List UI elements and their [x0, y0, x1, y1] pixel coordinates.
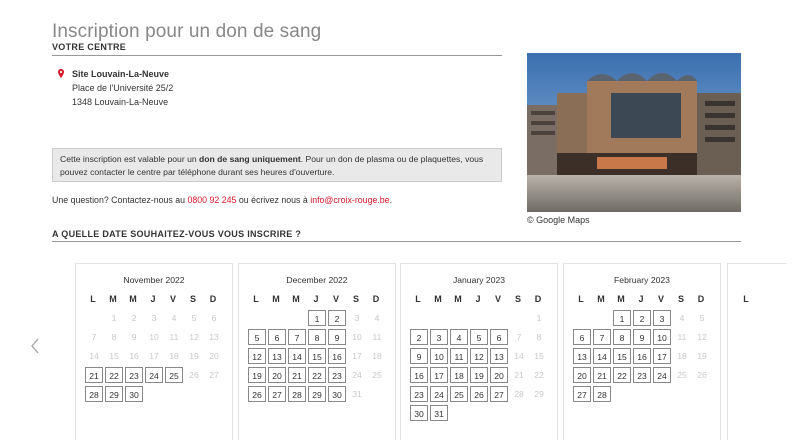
page-title: Inscription pour un don de sang [52, 20, 322, 42]
question-suffix: . [389, 195, 393, 205]
calendar-day-unavailable: 10 [149, 332, 159, 342]
calendar-month [238, 263, 396, 440]
calendar-day-unavailable: 17 [149, 351, 159, 361]
calendar-day-available[interactable]: 29 [105, 386, 123, 402]
notice-text-2: . Pour un don de plasma ou de plaquettes, vous pouvez contacter le centre par téléphone durant ses heures d'ouverture. [60, 154, 484, 177]
calendar-day-available[interactable]: 1 [613, 310, 631, 326]
building-photo [527, 53, 741, 212]
weekday-label: M [617, 294, 625, 304]
weekday-header [572, 294, 712, 306]
weekday-label: S [677, 294, 684, 304]
centre-heading: VOTRE CENTRE [52, 42, 127, 52]
calendar-day-unavailable: 4 [679, 313, 685, 323]
calendar-day-unavailable: 26 [697, 370, 707, 380]
calendar-day-available[interactable]: 16 [633, 348, 651, 364]
calendar-day-unavailable: 13 [209, 332, 219, 342]
calendar-day-available[interactable]: 10 [430, 348, 448, 364]
calendar-day-available[interactable]: 16 [328, 348, 346, 364]
calendar-day-unavailable: 11 [372, 332, 382, 342]
calendar-day-available[interactable]: 23 [328, 367, 346, 383]
calendar-day-unavailable: 25 [677, 370, 687, 380]
date-divider [52, 241, 741, 242]
calendar-day-unavailable: 19 [189, 351, 199, 361]
calendar-month [75, 263, 233, 440]
calendar-month [400, 263, 558, 440]
calendar-day-unavailable: 7 [91, 332, 97, 342]
calendar-day-available[interactable]: 24 [653, 367, 671, 383]
weekday-label: L [253, 294, 259, 304]
calendar-day-available[interactable]: 9 [633, 329, 651, 345]
calendar-day-unavailable: 10 [352, 332, 362, 342]
notice-text-1: Cette inscription est valable pour un [60, 154, 200, 164]
calendar-day-unavailable: 3 [151, 313, 157, 323]
calendar-day-unavailable: 27 [209, 370, 219, 380]
weekday-label: L [415, 294, 421, 304]
calendar-day-unavailable: 26 [189, 370, 199, 380]
weekday-label: M [434, 294, 442, 304]
calendar-day-unavailable: 31 [352, 389, 362, 399]
calendar-day-available[interactable]: 8 [613, 329, 631, 345]
calendar-day-available[interactable]: 6 [490, 329, 508, 345]
calendar-day-available[interactable]: 4 [450, 329, 468, 345]
calendar-day-available[interactable]: 2 [633, 310, 651, 326]
calendar-day-unavailable: 5 [191, 313, 197, 323]
weekday-label: J [313, 294, 319, 304]
calendar-day-available[interactable]: 9 [410, 348, 428, 364]
calendar-month [563, 263, 721, 440]
calendar-day-unavailable: 18 [169, 351, 179, 361]
weekday-label: V [332, 294, 339, 304]
notice-bold: don de sang uniquement [199, 154, 301, 164]
prev-arrow-icon[interactable] [30, 338, 40, 354]
calendar-day-available[interactable]: 21 [288, 367, 306, 383]
calendar-day-unavailable: 3 [354, 313, 360, 323]
calendar-day-available[interactable]: 26 [470, 386, 488, 402]
photo-caption: © Google Maps [527, 215, 590, 225]
calendar-day-available[interactable]: 14 [288, 348, 306, 364]
weekday-label: L [743, 294, 749, 304]
calendar-day-available[interactable]: 13 [268, 348, 286, 364]
calendar-day-unavailable: 19 [697, 351, 707, 361]
calendar-day-available[interactable]: 29 [308, 386, 326, 402]
calendar-day-unavailable: 2 [131, 313, 137, 323]
calendar-day-available[interactable]: 8 [308, 329, 326, 345]
question-middle: ou écrivez nous à [236, 195, 311, 205]
calendar-day-unavailable: 18 [372, 351, 382, 361]
weekday-label: S [189, 294, 196, 304]
calendar-day-unavailable: 15 [534, 351, 544, 361]
calendar-day-available[interactable]: 22 [308, 367, 326, 383]
calendar-day-available[interactable]: 15 [613, 348, 631, 364]
calendar-day-available[interactable]: 20 [268, 367, 286, 383]
calendar-day-unavailable: 1 [536, 313, 542, 323]
calendar-day-available[interactable]: 21 [593, 367, 611, 383]
calendar-day-unavailable: 1 [111, 313, 117, 323]
weekday-label: V [494, 294, 501, 304]
calendar-day-available[interactable]: 18 [450, 367, 468, 383]
weekday-label: D [697, 294, 705, 304]
weekday-header [409, 294, 549, 306]
calendar-day-available[interactable]: 30 [125, 386, 143, 402]
calendar-day-available[interactable]: 24 [145, 367, 163, 383]
calendar-day-unavailable: 22 [534, 370, 544, 380]
calendar-day-available[interactable]: 6 [268, 329, 286, 345]
calendar-day-available[interactable]: 30 [410, 405, 428, 421]
calendar-day-unavailable: 20 [209, 351, 219, 361]
weekday-label: S [352, 294, 359, 304]
calendar-day-unavailable: 25 [372, 370, 382, 380]
centre-name: Site Louvain-La-Neuve [72, 69, 170, 79]
weekday-label: M [292, 294, 300, 304]
weekday-label: D [372, 294, 380, 304]
calendar-day-available[interactable]: 22 [105, 367, 123, 383]
calendar-day-available[interactable]: 23 [410, 386, 428, 402]
calendar-day-available[interactable]: 23 [125, 367, 143, 383]
calendar-day-unavailable: 6 [211, 313, 217, 323]
calendar-day-available[interactable]: 2 [328, 310, 346, 326]
calendar-day-available[interactable]: 27 [490, 386, 508, 402]
calendar-day-unavailable: 12 [189, 332, 199, 342]
weekday-header [84, 294, 224, 306]
calendar-day-available[interactable]: 6 [573, 329, 591, 345]
calendar-day-unavailable: 11 [677, 332, 687, 342]
calendar-day-unavailable: 28 [514, 389, 524, 399]
calendar-day-available[interactable]: 19 [470, 367, 488, 383]
calendar-day-available[interactable]: 7 [288, 329, 306, 345]
weekday-label: J [150, 294, 156, 304]
calendar-day-available[interactable]: 1 [308, 310, 326, 326]
weekday-label: M [272, 294, 280, 304]
calendar-day-available[interactable]: 28 [593, 386, 611, 402]
centre-address-line1: Place de l'Université 25/2 [72, 83, 174, 93]
weekday-label: V [657, 294, 664, 304]
calendar-day-available[interactable]: 25 [165, 367, 183, 383]
calendar-day-available[interactable]: 27 [268, 386, 286, 402]
calendar-day-unavailable: 4 [171, 313, 177, 323]
weekday-label: L [578, 294, 584, 304]
weekday-label: D [534, 294, 542, 304]
weekday-label: V [169, 294, 176, 304]
calendar-day-available[interactable]: 21 [85, 367, 103, 383]
calendar-day-unavailable: 18 [677, 351, 687, 361]
centre-address-line2: 1348 Louvain-La-Neuve [72, 97, 169, 107]
calendar-day-unavailable: 29 [534, 389, 544, 399]
calendar-day-unavailable: 21 [514, 370, 524, 380]
centre-photo [527, 53, 741, 212]
email-link[interactable]: info@croix-rouge.be [310, 195, 390, 205]
weekday-label: M [597, 294, 605, 304]
weekday-label: S [514, 294, 521, 304]
weekday-label: M [129, 294, 137, 304]
calendar-day-available[interactable]: 12 [470, 348, 488, 364]
calendar-day-unavailable: 7 [516, 332, 522, 342]
centre-address [58, 67, 173, 109]
calendar-day-unavailable: 14 [514, 351, 524, 361]
weekday-label: D [209, 294, 217, 304]
weekday-label: J [475, 294, 481, 304]
calendar-day-available[interactable]: 2 [410, 329, 428, 345]
calendar-day-available[interactable]: 23 [633, 367, 651, 383]
calendar-day-available[interactable]: 17 [430, 367, 448, 383]
calendar-day-unavailable: 8 [536, 332, 542, 342]
calendar-day-available[interactable]: 16 [410, 367, 428, 383]
weekday-label: L [90, 294, 96, 304]
calendar-day-available[interactable]: 25 [450, 386, 468, 402]
weekday-header [247, 294, 387, 306]
map-pin-icon [58, 69, 64, 78]
weekday-label: M [454, 294, 462, 304]
calendar-day-unavailable: 5 [699, 313, 705, 323]
calendar-day-available[interactable]: 13 [573, 348, 591, 364]
calendar-day-unavailable: 15 [109, 351, 119, 361]
calendar-day-available[interactable]: 5 [470, 329, 488, 345]
calendar-day-available[interactable]: 10 [653, 329, 671, 345]
calendar-day-available[interactable]: 15 [308, 348, 326, 364]
centre-divider [52, 55, 502, 56]
calendar-day-unavailable: 11 [169, 332, 179, 342]
calendar-day-available[interactable]: 24 [430, 386, 448, 402]
question-prefix: Une question? Contactez-nous au [52, 195, 188, 205]
calendar-day-unavailable: 8 [111, 332, 117, 342]
calendar-month-title: January 2023 [452, 275, 506, 285]
phone-link[interactable]: 0800 92 245 [187, 195, 237, 205]
calendar-day-available[interactable]: 5 [248, 329, 266, 345]
calendar-day-available[interactable]: 3 [430, 329, 448, 345]
donation-notice [52, 148, 502, 182]
calendar-day-available[interactable]: 19 [248, 367, 266, 383]
calendar-day-unavailable: 16 [129, 351, 139, 361]
calendar-day-available[interactable]: 17 [653, 348, 671, 364]
calendar-day-available[interactable]: 7 [593, 329, 611, 345]
calendar-day-available[interactable]: 14 [593, 348, 611, 364]
calendar-day-available[interactable]: 11 [450, 348, 468, 364]
calendar-month-title: November 2022 [123, 275, 185, 285]
calendar-day-unavailable: 14 [89, 351, 99, 361]
calendar-day-available[interactable]: 13 [490, 348, 508, 364]
calendar-day-available[interactable]: 9 [328, 329, 346, 345]
weekday-label: J [638, 294, 644, 304]
calendar-day-unavailable: 4 [374, 313, 380, 323]
calendar-day-available[interactable]: 31 [430, 405, 448, 421]
calendar-day-unavailable: 12 [697, 332, 707, 342]
calendar-day-available[interactable]: 20 [573, 367, 591, 383]
calendar-day-available[interactable]: 20 [490, 367, 508, 383]
calendar-day-available[interactable]: 28 [85, 386, 103, 402]
calendar-day-unavailable: 9 [131, 332, 137, 342]
weekday-label: M [109, 294, 117, 304]
calendar-day-available[interactable]: 12 [248, 348, 266, 364]
calendar-month-title: December 2022 [286, 275, 348, 285]
calendar-day-available[interactable]: 26 [248, 386, 266, 402]
calendar-day-unavailable: 24 [352, 370, 362, 380]
calendar-day-available[interactable]: 3 [653, 310, 671, 326]
date-heading: A QUELLE DATE SOUHAITEZ-VOUS VOUS INSCRIRE ? [52, 229, 302, 239]
calendar-month-title: February 2023 [614, 275, 670, 285]
calendar-day-unavailable: 17 [352, 351, 362, 361]
contact-question [52, 195, 392, 205]
calendar-day-available[interactable]: 27 [573, 386, 591, 402]
calendar-day-available[interactable]: 28 [288, 386, 306, 402]
calendar-day-available[interactable]: 22 [613, 367, 631, 383]
calendar-next-month-partial [727, 263, 787, 440]
calendar-day-available[interactable]: 30 [328, 386, 346, 402]
